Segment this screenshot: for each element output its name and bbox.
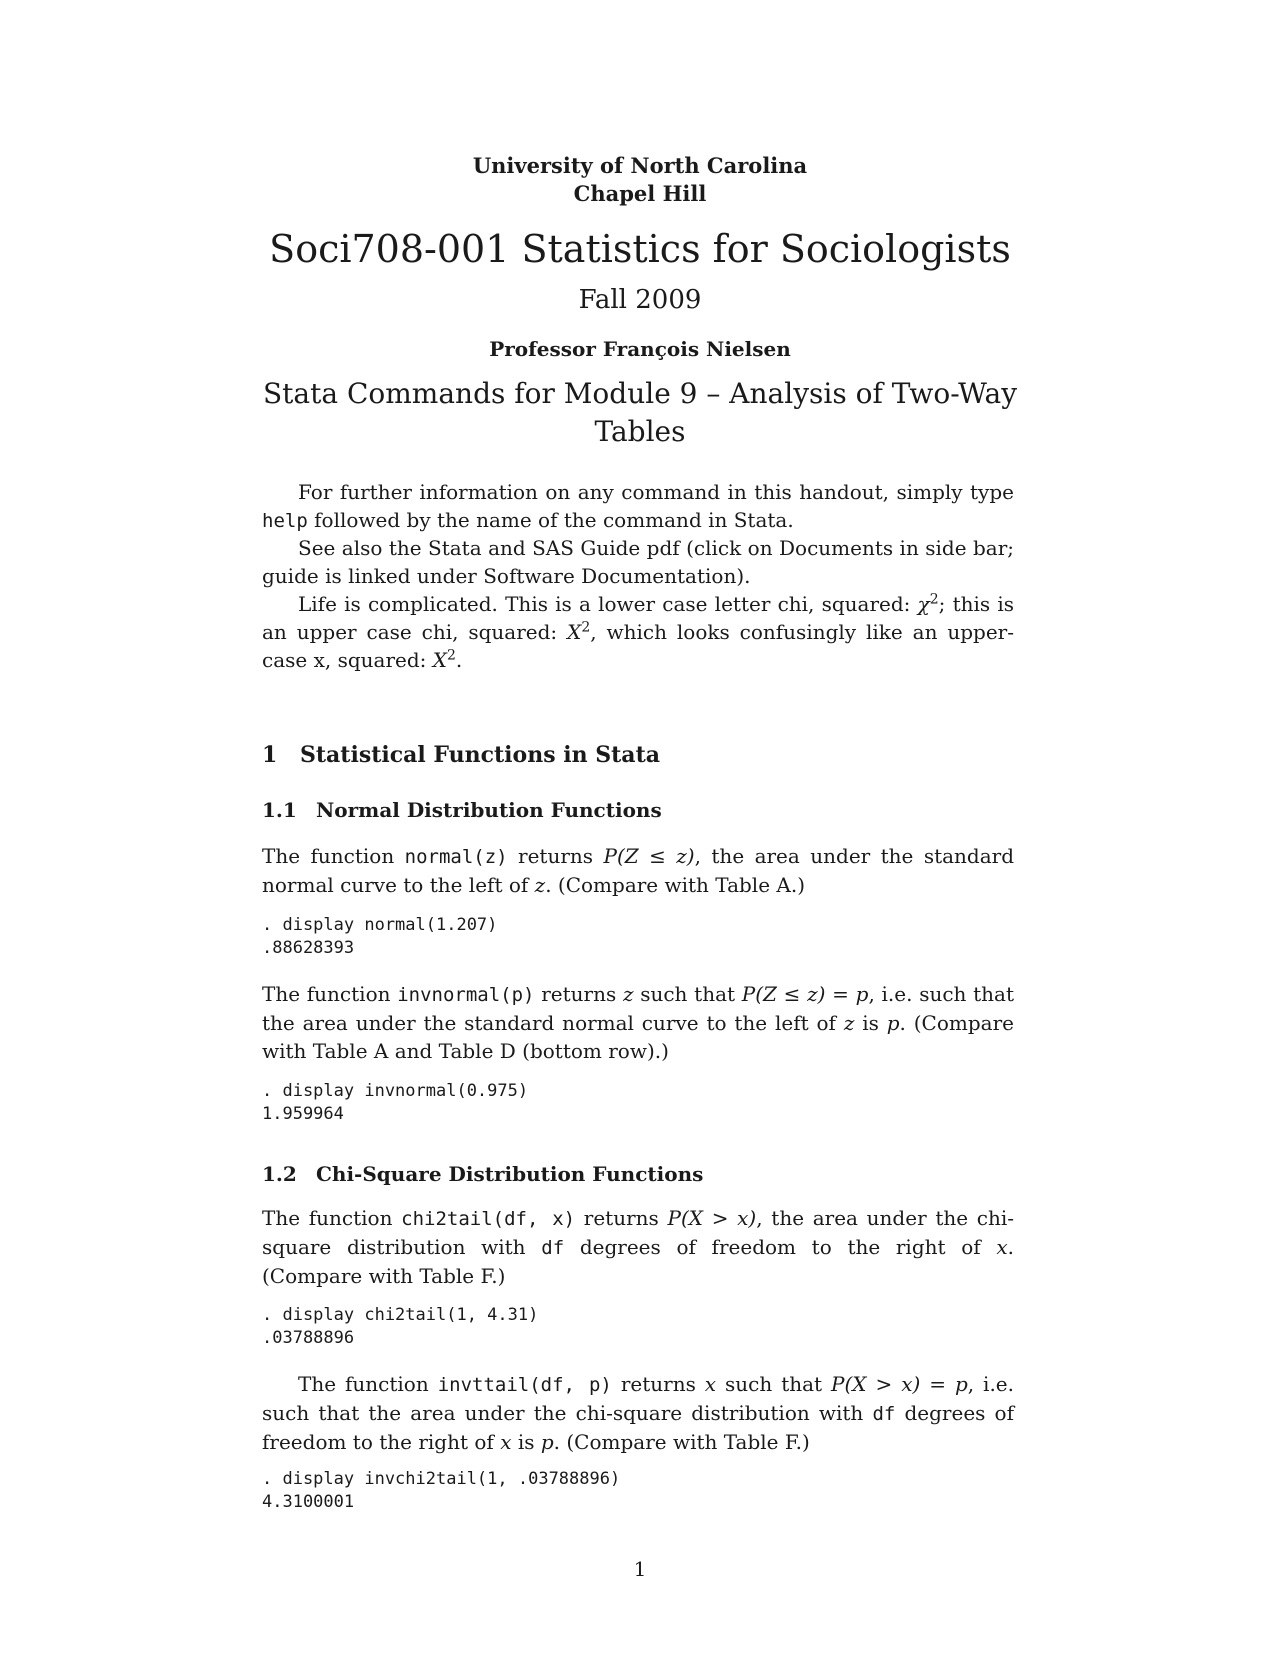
intro-paragraph-help: For further information on any command in this handout, simply type help followed by the name of the command in Stata. xyxy=(262,480,1014,532)
code-block-chi2tail: . display chi2tail(1, 4.31) .03788896 xyxy=(262,1305,539,1348)
inline-code-invttail: invttail(df, p) xyxy=(437,1374,612,1396)
code-block-invnormal: . display invnormal(0.975) 1.959964 xyxy=(262,1081,529,1124)
inline-code-help: help xyxy=(262,510,308,532)
code-block-invchi2tail: . display invchi2tail(1, .03788896) 4.3100001 xyxy=(262,1469,621,1512)
subsection-heading-1-2: 1.2 Chi-Square Distribution Functions xyxy=(262,1162,704,1186)
handout-title-line2: Tables xyxy=(594,415,686,448)
paragraph-invchi2tail: The function invttail(df, p) returns x such that P(X > x) = p, i.e. such that the area under the chi-square distribution with df degrees of freedom to the right of x is p. (Compare with Table F.) xyxy=(262,1372,1015,1454)
term: Fall 2009 xyxy=(578,285,702,315)
intro-paragraph-guide: See also the Stata and SAS Guide pdf (click on Documents in side bar; guide is linked under Software Documentation). xyxy=(262,536,1014,588)
header-university xyxy=(0,152,1280,208)
paragraph-chi2tail: The function chi2tail(df, x) returns P(X > x), the area under the chi-square distribution with df degrees of freedom to the right of x. (Compare with Table F.) xyxy=(262,1206,1015,1288)
course-title: Soci708-001 Statistics for Sociologists xyxy=(269,227,1011,271)
university-name: University of North Carolina xyxy=(472,153,808,178)
inline-code-invnormal: invnormal(p) xyxy=(397,984,535,1006)
paragraph-invnormal: The function invnormal(p) returns z such that P(Z ≤ z) = p, i.e. such that the area under the standard normal curve to the left of z is p. (Compare with Table A and Table D (bottom row).) xyxy=(262,982,1015,1063)
handout-title xyxy=(0,375,1280,451)
professor: Professor François Nielsen xyxy=(489,337,791,361)
inline-code-normal: normal(z) xyxy=(404,846,508,868)
inline-code-chi2tail: chi2tail(df, x) xyxy=(401,1208,576,1230)
code-block-normal: . display normal(1.207) .88628393 xyxy=(262,915,498,958)
campus-name: Chapel Hill xyxy=(573,181,707,206)
paragraph-normal: The function normal(z) returns P(Z ≤ z), the area under the standard normal curve to the left of z. (Compare with Table A.) xyxy=(262,844,1015,897)
handout-title-line1: Stata Commands for Module 9 – Analysis of Two-Way xyxy=(262,377,1018,410)
intro-paragraph-chi: Life is complicated. This is a lower case letter chi, squared: $\chi^2$; this is an upper case chi, squared: $X^2$, which looks confusingly like an upper-case x, squared: $X^2$. xyxy=(262,591,1015,672)
subsection-heading-1-1: 1.1 Normal Distribution Functions xyxy=(262,798,662,822)
section-heading-1: 1 Statistical Functions in Stata xyxy=(262,742,660,768)
page-number: 1 xyxy=(633,1557,647,1581)
